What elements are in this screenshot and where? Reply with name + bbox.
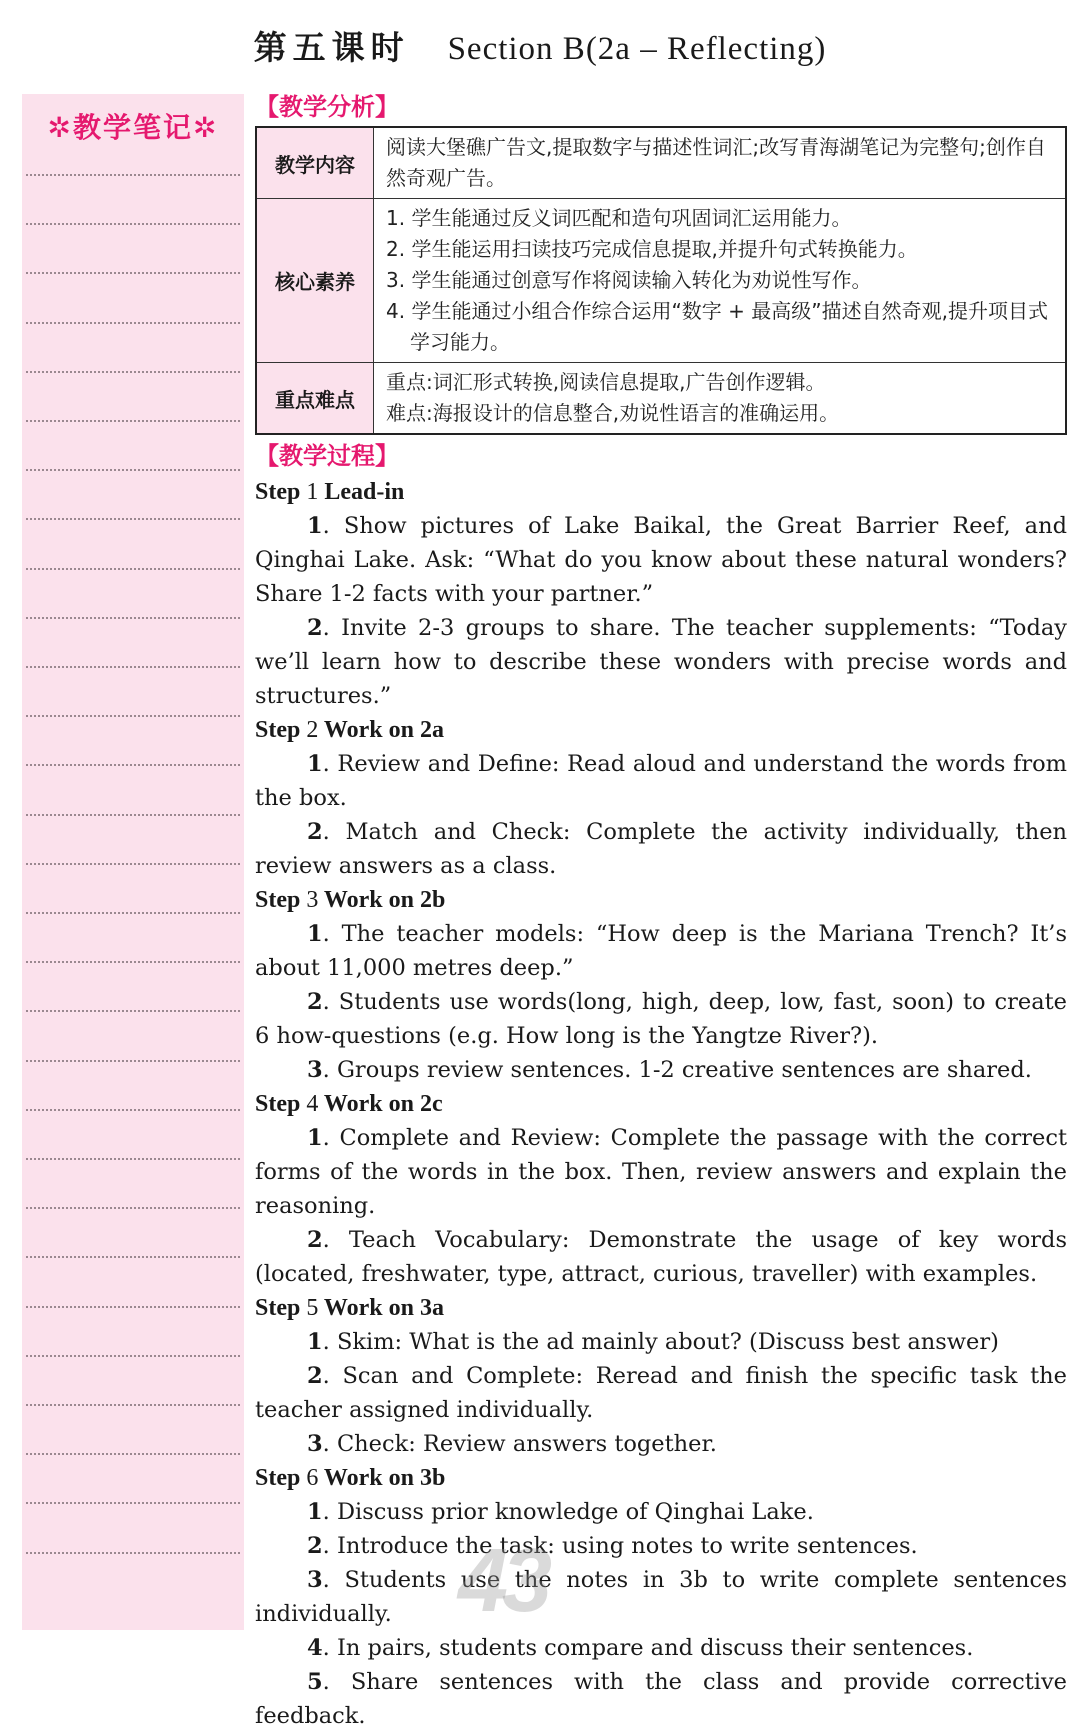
note-line — [26, 518, 240, 520]
note-line — [26, 1306, 240, 1308]
note-line — [26, 666, 240, 668]
note-line — [26, 1207, 240, 1209]
paragraph-text: . Complete and Review: Complete the passage with the correct forms of the words in the box. Then, review answers and explain the reasoning. — [255, 1125, 1067, 1219]
step-number: 1 — [306, 479, 319, 505]
paragraph-number: 2 — [307, 615, 323, 641]
step-word: Step — [255, 717, 301, 743]
paragraph-text: . Teach Vocabulary: Demonstrate the usage of key words (located, freshwater, type, attract, curious, traveller) with examples. — [255, 1227, 1067, 1287]
paragraph-text: . Show pictures of Lake Baikal, the Great Barrier Reef, and Qinghai Lake. Ask: “What do you know about these natural wonders? Share 1-2 facts with your partner.” — [255, 513, 1067, 607]
note-line — [26, 617, 240, 619]
paragraph-number: 2 — [307, 819, 323, 845]
analysis-row-content — [374, 127, 1067, 199]
note-line — [26, 961, 240, 963]
step-paragraph — [255, 1427, 1067, 1461]
paragraph-text: . Skim: What is the ad mainly about? (Discuss best answer) — [322, 1329, 999, 1355]
step-paragraph — [255, 1529, 1067, 1563]
analysis-table — [255, 126, 1067, 435]
note-line — [26, 223, 240, 225]
step-paragraph — [255, 509, 1067, 611]
step-paragraph — [255, 1665, 1067, 1733]
note-line — [26, 1552, 240, 1554]
analysis-heading: 【教学分析】 — [255, 93, 399, 121]
paragraph-text: . The teacher models: “How deep is the Mariana Trench? It’s about 11,000 metres deep.” — [255, 921, 1067, 981]
page-number: 43 — [458, 1531, 547, 1631]
paragraph-number: 2 — [307, 989, 323, 1015]
step-paragraph — [255, 747, 1067, 815]
note-line — [26, 1158, 240, 1160]
step-paragraph — [255, 917, 1067, 985]
paragraph-text: . Introduce the task: using notes to write sentences. — [322, 1533, 918, 1559]
analysis-item: 重点:词汇形式转换,阅读信息提取,广告创作逻辑。 — [386, 370, 826, 394]
note-line — [26, 420, 240, 422]
step-paragraph — [255, 1053, 1067, 1087]
step-paragraph — [255, 815, 1067, 883]
analysis-row — [256, 127, 1066, 199]
paragraph-text: . In pairs, students compare and discuss their sentences. — [322, 1635, 974, 1661]
step-heading — [255, 1087, 1067, 1121]
analysis-row-label: 核心素养 — [256, 199, 374, 363]
step-paragraph — [255, 1223, 1067, 1291]
paragraph-number: 3 — [307, 1567, 323, 1593]
step-word: Step — [255, 1295, 301, 1321]
note-line — [26, 322, 240, 324]
paragraph-number: 1 — [307, 751, 323, 777]
note-line — [26, 1109, 240, 1111]
lesson-number: 第五课时 — [253, 28, 410, 67]
note-line — [26, 1453, 240, 1455]
step-title: Work on 3a — [323, 1295, 444, 1321]
paragraph-text: . Match and Check: Complete the activity individually, then review answers as a class. — [255, 819, 1067, 879]
note-line — [26, 174, 240, 176]
paragraph-number: 2 — [307, 1533, 323, 1559]
analysis-row-content — [374, 199, 1067, 363]
paragraph-number: 1 — [307, 1499, 323, 1525]
step-title: Work on 3b — [323, 1465, 446, 1491]
paragraph-text: . Check: Review answers together. — [322, 1431, 717, 1457]
note-line — [26, 568, 240, 570]
note-line — [26, 715, 240, 717]
paragraph-number: 3 — [307, 1057, 323, 1083]
process-heading: 【教学过程】 — [255, 442, 399, 470]
analysis-item: 2. 学生能运用扫读技巧完成信息提取,并提升句式转换能力。 — [386, 237, 918, 261]
paragraph-text: . Invite 2-3 groups to share. The teacher supplements: “Today we’ll learn how to describe these wonders with precise words and structures.” — [255, 615, 1067, 709]
step-title: Lead-in — [324, 479, 405, 505]
analysis-item: 4. 学生能通过小组合作综合运用“数字 + 最高级”描述自然奇观,提升项目式学习能力。 — [386, 299, 1048, 354]
analysis-row-label: 重点难点 — [256, 363, 374, 435]
section-title: Section B(2a – Reflecting) — [447, 31, 827, 67]
note-line — [26, 863, 240, 865]
step-paragraph — [255, 611, 1067, 713]
note-line — [26, 272, 240, 274]
step-word: Step — [255, 479, 301, 505]
paragraph-number: 1 — [307, 921, 323, 947]
note-line — [26, 469, 240, 471]
step-heading — [255, 475, 1067, 509]
analysis-item: 1. 学生能通过反义词匹配和造句巩固词汇运用能力。 — [386, 206, 852, 230]
step-word: Step — [255, 887, 301, 913]
teaching-notes-sidebar — [22, 94, 244, 1630]
analysis-item: 阅读大堡礁广告文,提取数字与描述性词汇;改写青海湖笔记为完整句;创作自然奇观广告。 — [386, 135, 1046, 190]
paragraph-number: 1 — [307, 1329, 323, 1355]
analysis-row-content — [374, 363, 1067, 435]
step-heading — [255, 883, 1067, 917]
paragraph-number: 1 — [307, 1125, 323, 1151]
page-header — [0, 22, 1080, 69]
note-line — [26, 1060, 240, 1062]
note-line — [26, 912, 240, 914]
note-lines — [22, 94, 244, 1630]
paragraph-number: 5 — [307, 1669, 323, 1695]
analysis-item: 难点:海报设计的信息整合,劝说性语言的准确运用。 — [386, 401, 840, 425]
paragraph-text: . Share sentences with the class and provide corrective feedback. — [255, 1669, 1067, 1729]
analysis-item: 3. 学生能通过创意写作将阅读输入转化为劝说性写作。 — [386, 268, 872, 292]
step-heading — [255, 713, 1067, 747]
step-paragraph — [255, 1563, 1067, 1631]
step-heading — [255, 1461, 1067, 1495]
paragraph-text: . Groups review sentences. 1-2 creative sentences are shared. — [322, 1057, 1032, 1083]
step-paragraph — [255, 1359, 1067, 1427]
step-number: 4 — [306, 1091, 319, 1117]
note-line — [26, 1355, 240, 1357]
note-line — [26, 371, 240, 373]
note-line — [26, 764, 240, 766]
step-paragraph — [255, 1495, 1067, 1529]
analysis-row — [256, 199, 1066, 363]
step-word: Step — [255, 1091, 301, 1117]
analysis-row-label: 教学内容 — [256, 127, 374, 199]
sidebar-title: ✲教学笔记✲ — [47, 111, 219, 144]
paragraph-text: . Discuss prior knowledge of Qinghai Lake. — [322, 1499, 814, 1525]
step-number: 3 — [306, 887, 319, 913]
step-title: Work on 2a — [323, 717, 444, 743]
paragraph-number: 1 — [307, 513, 323, 539]
step-title: Work on 2c — [323, 1091, 443, 1117]
analysis-row — [256, 363, 1066, 435]
step-number: 5 — [306, 1295, 319, 1321]
step-title: Work on 2b — [323, 887, 446, 913]
step-paragraph — [255, 1325, 1067, 1359]
paragraph-text: . Students use the notes in 3b to write complete sentences individually. — [255, 1567, 1067, 1627]
paragraph-number: 2 — [307, 1227, 323, 1253]
paragraph-text: . Scan and Complete: Reread and finish the specific task the teacher assigned individually. — [255, 1363, 1067, 1423]
step-number: 2 — [306, 717, 319, 743]
paragraph-number: 3 — [307, 1431, 323, 1457]
note-line — [26, 1404, 240, 1406]
paragraph-text: . Students use words(long, high, deep, low, fast, soon) to create 6 how-questions (e.g. How long is the Yangtze River?). — [255, 989, 1067, 1049]
step-paragraph — [255, 985, 1067, 1053]
note-line — [26, 814, 240, 816]
step-number: 6 — [306, 1465, 319, 1491]
step-heading — [255, 1291, 1067, 1325]
process-content — [255, 475, 1067, 1733]
paragraph-number: 2 — [307, 1363, 323, 1389]
main-content — [255, 88, 1067, 1733]
paragraph-number: 4 — [307, 1635, 323, 1661]
note-line — [26, 1502, 240, 1504]
step-word: Step — [255, 1465, 301, 1491]
note-line — [26, 1256, 240, 1258]
step-paragraph — [255, 1631, 1067, 1665]
paragraph-text: . Review and Define: Read aloud and understand the words from the box. — [255, 751, 1067, 811]
note-line — [26, 1010, 240, 1012]
step-paragraph — [255, 1121, 1067, 1223]
